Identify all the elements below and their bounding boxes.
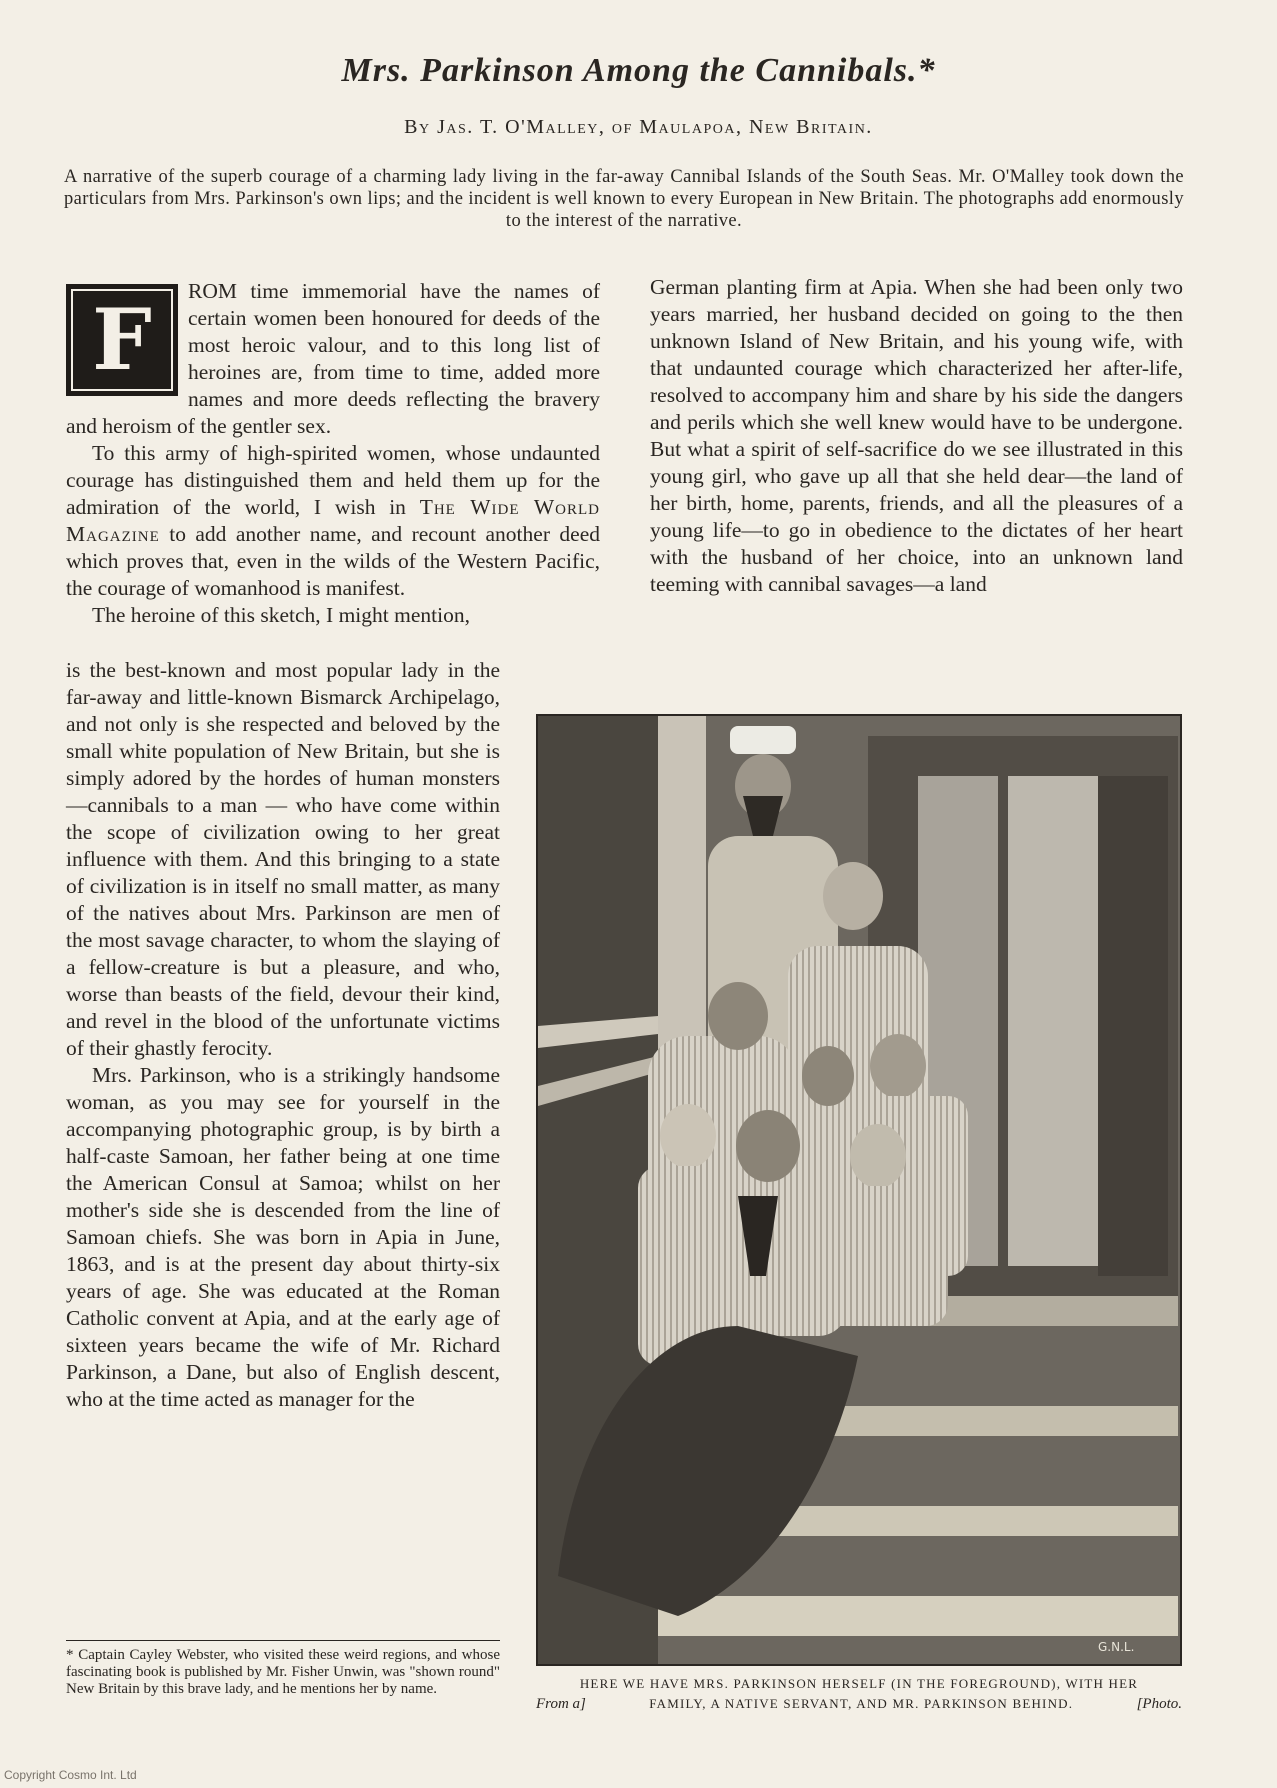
caption-line-2: FAMILY, A NATIVE SERVANT, AND MR. PARKINSON BEHIND. [649,1696,1074,1711]
family-photograph [536,714,1182,1666]
photo-caption [536,1674,1182,1714]
right-column-text: German planting firm at Apia. When she had been only two years married, her husband decided on going to the then unknown Island of New Britain, and his young wife, with that undaunted courage which characterized her after-life, resolved to accompany him and share by his side the dangers and perils which she well knew would have to be undergone. But what a spirit of self-sacrifice do we see illustrated in this young girl, who gave up all that she held dear—the land of her birth, home, parents, friends, and all the pleasures of a young life—to go in obedience to the dictates of her heart with the husband of her choice, into an unknown land teeming with cannibal savages—a land [650,275,1183,596]
left-column-lower [66,657,500,1413]
article-byline: By Jas. T. O'Malley, of Maulapoa, New Britain. [404,116,873,138]
dropcap-letter: F [92,290,152,389]
caption-from: From a] [536,1696,586,1712]
dropcap-ornament [66,284,178,396]
article-intro: A narrative of the superb courage of a charming lady living in the far-away Cannibal Islands of the South Seas. Mr. O'Malley took down the particulars from Mrs. Parkinson's own lips; and the incident is well known to every European in New Britain. The photographs add enormously to the interest of the narrative. [64,167,1184,231]
left-column-upper [66,278,600,629]
paragraph-3-start: The heroine of this sketch, I might mention, [92,603,470,627]
photo-signature: G.N.L. [1098,1640,1135,1654]
caption-photo-label: [Photo. [1136,1696,1182,1712]
article-title: Mrs. Parkinson Among the Cannibals.* [341,52,936,89]
caption-line-1: HERE WE HAVE MRS. PARKINSON HERSELF (IN THE FOREGROUND), WITH HER [579,1676,1139,1691]
footnote: * Captain Cayley Webster, who visited these weird regions, and whose fascinating book is published by Mr. Fisher Unwin, was "shown round" New Britain by this brave lady, and he mentions her by name. [66,1640,500,1698]
paragraph-4: Mrs. Parkinson, who is a strikingly handsome woman, as you may see for yourself in the accompanying photographic group, is by birth a half-caste Samoan, her father being at one time the American Consul at Samoa; whilst on her mother's side she is descended from the line of Samoan chiefs. She was born in Apia in June, 1863, and is at the present day about thirty-six years of age. She was educated at the Roman Catholic convent at Apia, and at the early age of sixteen years became the wife of Mr. Richard Parkinson, a Dane, but also of English descent, who at the time acted as manager for the [66,1063,500,1411]
paragraph-2: To this army of high-spirited women, whose undaunted courage has distinguished them and held them up for the admiration of the world, I wish in The Wide World Magazine to add another name, and recount another deed which proves that, even in the wilds of the Western Pacific, the courage of womanhood is manifest. [66,441,600,600]
paragraph-3-rest: is the best-known and most popular lady in the far-away and little-known Bismarck Archipelago, and not only is she respected and beloved by the small white population of New Britain, but she is simply adored by the hordes of human monsters—cannibals to a man — who have come within the scope of civilization owing to her great influence with them. And this bringing to a state of civilization is in itself no small matter, as many of the natives about Mrs. Parkinson are men of the most savage character, to whom the slaying of a fellow-creature is but a pleasure, and who, worse than beasts of the field, devour their kind, and revel in the blood of the unfortunate victims of their ghastly ferocity. [66,658,500,1060]
right-column [650,274,1183,598]
photo-illustration [538,716,1180,1664]
copyright-watermark: Copyright Cosmo Int. Ltd [4,1768,137,1782]
paragraph-1: ROM time immemorial have the names of certain women been honoured for deeds of the most heroic valour, and to this long list of heroines are, from time to time, added more names and more deeds reflecting the bravery and heroism of the gentler sex. [66,279,600,438]
magazine-name: The Wide World Magazine [66,495,600,546]
